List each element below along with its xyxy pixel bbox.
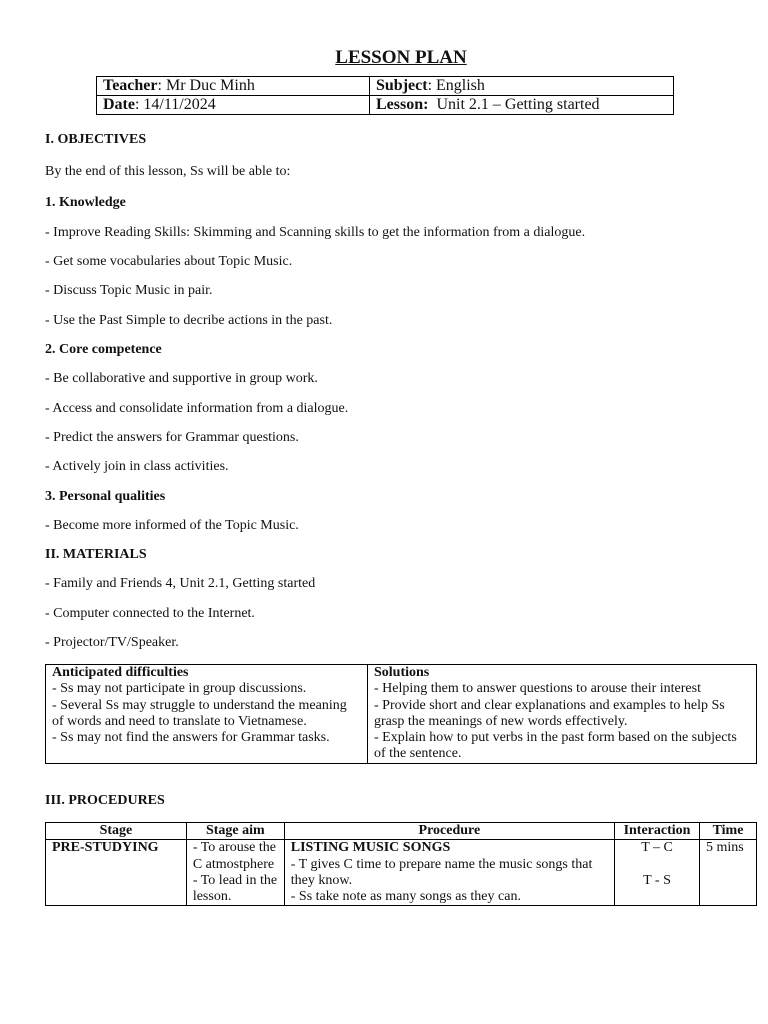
personal-heading: 3. Personal qualities	[45, 489, 166, 504]
solution-item: - Provide short and clear explanations and examples to help Ss grasp the meanings of new words effectively.	[374, 697, 725, 729]
procedure-cell	[284, 840, 614, 906]
procedure-title: LISTING MUSIC SONGS	[290, 840, 451, 856]
subject-label: Subject	[376, 77, 428, 94]
teacher-label: Teacher	[103, 77, 158, 94]
difficulty-item: - Ss may not find the answers for Grammar tasks.	[52, 730, 330, 746]
knowledge-item: - Get some vocabularies about Topic Music.	[45, 254, 293, 269]
procedures-table	[45, 822, 757, 906]
difficulties-heading: Anticipated difficulties	[52, 665, 189, 680]
column-header: Interaction	[615, 823, 700, 840]
lesson-label: Lesson:	[376, 96, 429, 113]
column-header: Stage aim	[186, 823, 284, 840]
stage-aim-item: - To arouse the C atmostphere	[192, 840, 276, 872]
objectives-heading: I. OBJECTIVES	[45, 132, 147, 147]
procedures-heading: III. PROCEDURES	[45, 793, 165, 808]
interaction-cell	[615, 840, 700, 906]
difficulty-item: - Several Ss may struggle to understand the meaning of words and need to translate to Vietnamese.	[52, 697, 347, 729]
page-title: LESSON PLAN	[335, 47, 467, 68]
stage-aim-cell	[186, 840, 284, 906]
stage-aim-item: - To lead in the lesson.	[192, 872, 278, 905]
solutions-cell	[368, 665, 757, 764]
lesson-info-table	[96, 76, 674, 115]
knowledge-heading: 1. Knowledge	[45, 195, 126, 210]
subject-cell	[370, 77, 674, 96]
core-item: - Access and consolidate information from a dialogue.	[45, 401, 349, 416]
core-item: - Predict the answers for Grammar questions.	[45, 430, 299, 445]
knowledge-item: - Discuss Topic Music in pair.	[45, 283, 213, 298]
subject-value: : English	[427, 77, 485, 94]
interaction-item: T – C	[641, 840, 673, 856]
knowledge-item: - Use the Past Simple to decribe actions in the past.	[45, 313, 333, 328]
core-item: - Be collaborative and supportive in group work.	[45, 371, 318, 386]
core-item: - Actively join in class activities.	[45, 459, 229, 474]
solution-item: - Explain how to put verbs in the past form based on the subjects of the sentence.	[374, 730, 737, 762]
column-header: Time	[700, 823, 757, 840]
solution-item: - Helping them to answer questions to arouse their interest	[374, 681, 701, 697]
objectives-intro: By the end of this lesson, Ss will be able to:	[45, 164, 291, 179]
difficulties-cell	[46, 665, 368, 764]
table-row	[46, 840, 757, 906]
materials-item: - Computer connected to the Internet.	[45, 606, 255, 621]
materials-heading: II. MATERIALS	[45, 547, 147, 562]
date-cell	[97, 96, 370, 115]
procedure-item: - T gives C time to prepare name the music songs that they know.	[290, 856, 593, 888]
date-value: : 14/11/2024	[134, 96, 216, 113]
knowledge-item: - Improve Reading Skills: Skimming and Scanning skills to get the information from a dialogue.	[45, 225, 586, 240]
procedures-header-row	[46, 823, 757, 840]
difficulties-table	[45, 664, 757, 764]
solutions-heading: Solutions	[374, 665, 430, 680]
lesson-cell	[370, 96, 674, 115]
procedure-item: - Ss take note as many songs as they can.	[290, 889, 521, 905]
teacher-cell	[97, 77, 370, 96]
column-header: Procedure	[284, 823, 614, 840]
stage-cell: PRE-STUDYING	[46, 840, 187, 906]
core-heading: 2. Core competence	[45, 342, 162, 357]
date-label: Date	[103, 96, 135, 113]
materials-item: - Projector/TV/Speaker.	[45, 635, 179, 650]
interaction-item: T - S	[643, 872, 671, 888]
lesson-plan-page	[45, 46, 757, 905]
teacher-value: : Mr Duc Minh	[157, 77, 255, 94]
column-header: Stage	[46, 823, 187, 840]
time-cell: 5 mins	[700, 840, 757, 906]
lesson-value: Unit 2.1 – Getting started	[428, 96, 600, 113]
materials-item: - Family and Friends 4, Unit 2.1, Getting started	[45, 576, 316, 591]
personal-item: - Become more informed of the Topic Music.	[45, 518, 299, 533]
difficulty-item: - Ss may not participate in group discussions.	[52, 681, 307, 697]
